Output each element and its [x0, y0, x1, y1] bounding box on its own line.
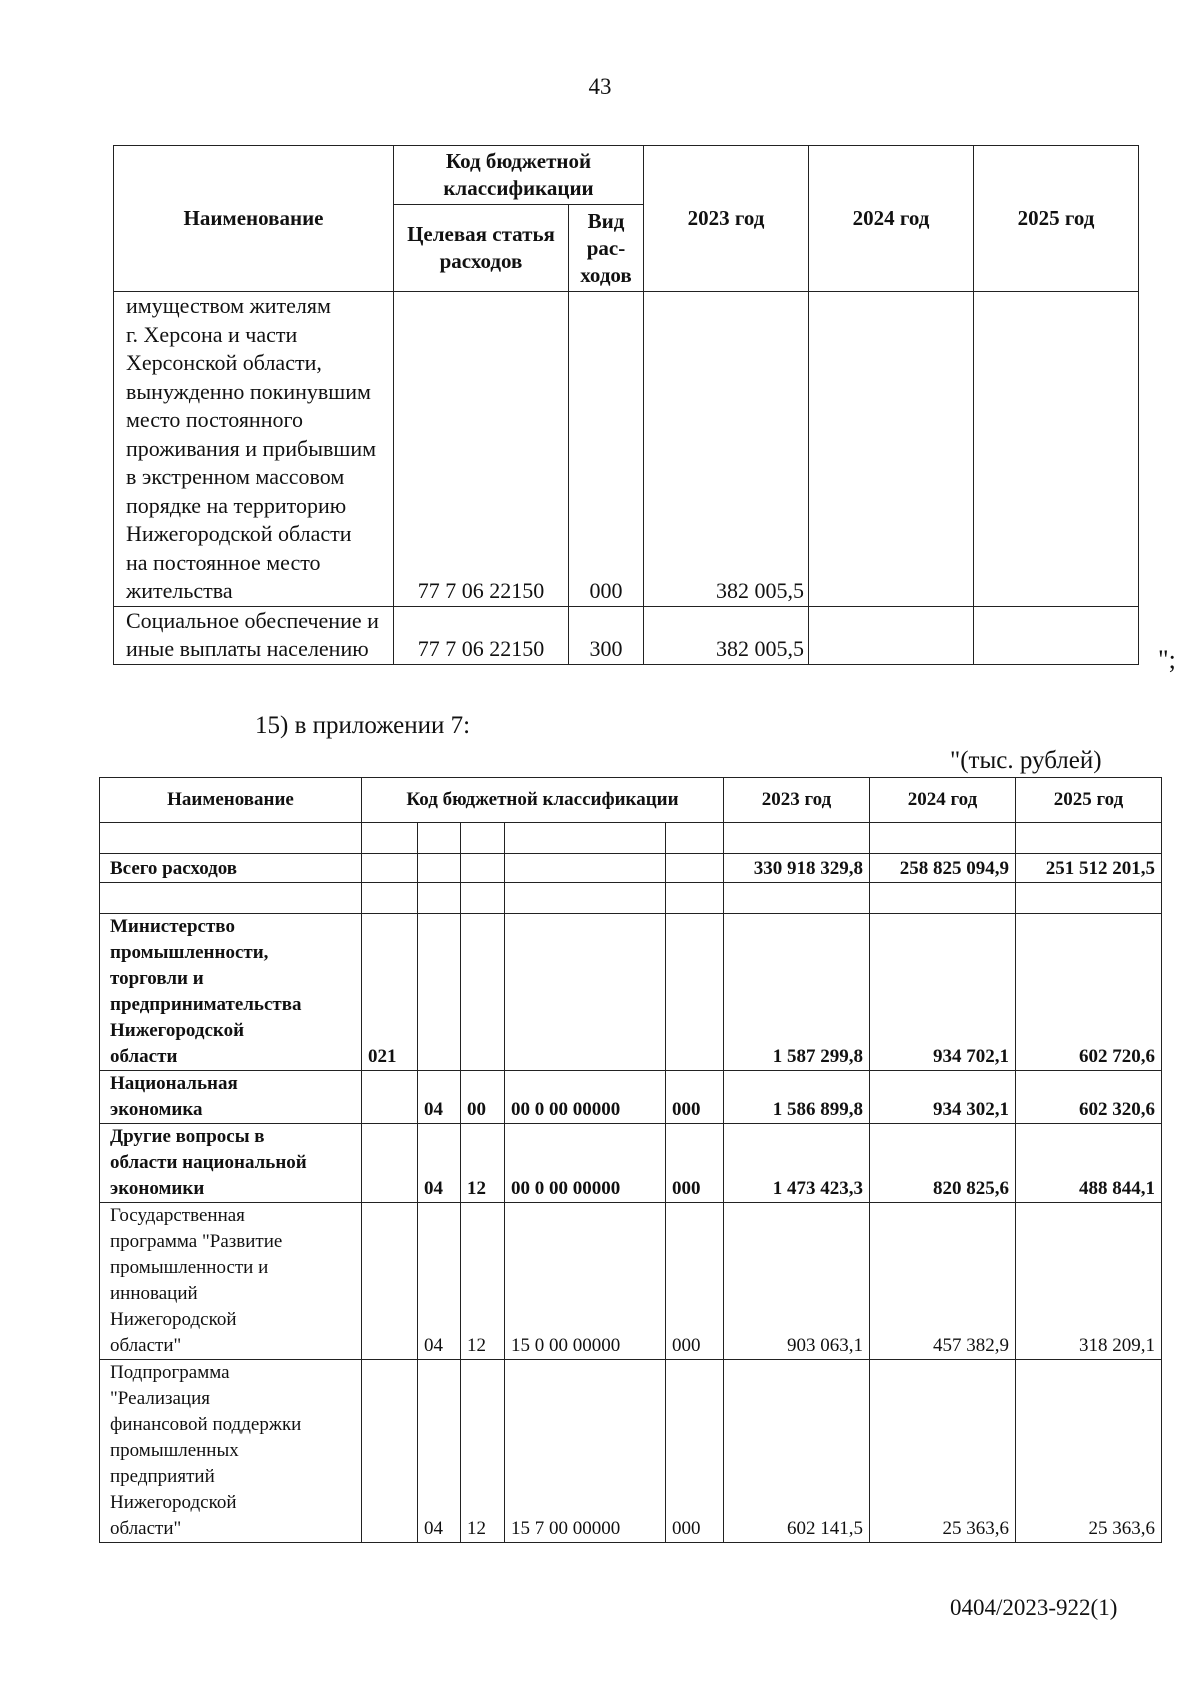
- row-pr: 12: [461, 1203, 505, 1360]
- row-pr: 12: [461, 1360, 505, 1543]
- row-pr: 12: [461, 1124, 505, 1203]
- row-2023: 1 473 423,3: [724, 1124, 870, 1203]
- row-2025: 25 363,6: [1016, 1360, 1162, 1543]
- row-2023: 1 587 299,8: [724, 914, 870, 1071]
- row-cs: 00 0 00 00000: [505, 1124, 666, 1203]
- row-vr: 000: [666, 1203, 724, 1360]
- row-2024: 25 363,6: [870, 1360, 1016, 1543]
- row-pr: [461, 854, 505, 883]
- row-ved: [362, 854, 418, 883]
- row-vr: [666, 854, 724, 883]
- row-ved: [362, 1071, 418, 1124]
- row-pr: 00: [461, 1071, 505, 1124]
- row-2024: 934 302,1: [870, 1071, 1016, 1124]
- row-rz: 04: [418, 1124, 461, 1203]
- row-2025: [974, 292, 1139, 607]
- spacer-row: [100, 823, 1162, 854]
- document-code: 0404/2023-922(1): [950, 1595, 1118, 1620]
- header-target-article: Целевая статья расходов: [394, 205, 569, 292]
- row-rz: 04: [418, 1203, 461, 1360]
- row-cs: 15 7 00 00000: [505, 1360, 666, 1543]
- header-name: Наименование: [114, 146, 394, 292]
- row-name: Министерство промышленности, торговли и предпринимательства Нижегородской области: [100, 914, 362, 1071]
- spacer-row: [100, 883, 1162, 914]
- row-2025: 602 720,6: [1016, 914, 1162, 1071]
- row-2025: 488 844,1: [1016, 1124, 1162, 1203]
- header-2023: 2023 год: [724, 778, 870, 823]
- row-target-article: 77 7 06 22150: [394, 292, 569, 607]
- table-row: [100, 1203, 1162, 1360]
- unit-label: "(тыс. рублей): [950, 747, 1102, 774]
- table-row: [114, 606, 1139, 664]
- row-name: Государственная программа "Развитие промышленности и инноваций Нижегородской области": [100, 1203, 362, 1360]
- row-name: Подпрограмма "Реализация финансовой поддержки промышленных предприятий Нижегородской области": [100, 1360, 362, 1543]
- row-name: имуществом жителям г. Херсона и части Херсонской области, вынужденно покинувшим место постоянного проживания и прибывшим в экстренном массовом порядке на территорию Нижегородской области на постоянное место жительства: [114, 292, 394, 607]
- header-expense-kind: Вид рас-ходов: [569, 205, 644, 292]
- appendix-7-table: [99, 777, 1162, 1543]
- row-vr: 000: [666, 1124, 724, 1203]
- row-2025: [974, 606, 1139, 664]
- row-2023: 1 586 899,8: [724, 1071, 870, 1124]
- row-2023: 382 005,5: [644, 606, 809, 664]
- row-expense-kind: 300: [569, 606, 644, 664]
- row-rz: 04: [418, 1360, 461, 1543]
- table-row: [100, 1360, 1162, 1543]
- row-ved: [362, 1360, 418, 1543]
- row-name: Другие вопросы в области национальной экономики: [100, 1124, 362, 1203]
- row-2024: [809, 292, 974, 607]
- row-rz: 04: [418, 1071, 461, 1124]
- row-2023: 330 918 329,8: [724, 854, 870, 883]
- row-2024: 258 825 094,9: [870, 854, 1016, 883]
- row-2024: 820 825,6: [870, 1124, 1016, 1203]
- row-pr: [461, 914, 505, 1071]
- page-number: 43: [588, 74, 612, 99]
- row-ved: [362, 1124, 418, 1203]
- row-vr: [666, 914, 724, 1071]
- budget-table-continuation: [113, 145, 1139, 665]
- header-code: Код бюджетной классификации: [362, 778, 724, 823]
- row-expense-kind: 000: [569, 292, 644, 607]
- section-label: 15) в приложении 7:: [255, 712, 471, 739]
- row-name: Всего расходов: [100, 854, 362, 883]
- row-rz: [418, 854, 461, 883]
- header-name: Наименование: [100, 778, 362, 823]
- row-2025: 602 320,6: [1016, 1071, 1162, 1124]
- table-row: [100, 914, 1162, 1071]
- row-name: Национальная экономика: [100, 1071, 362, 1124]
- header-2024: 2024 год: [809, 146, 974, 292]
- header-2025: 2025 год: [1016, 778, 1162, 823]
- row-name: Социальное обеспечение и иные выплаты населению: [114, 606, 394, 664]
- header-2024: 2024 год: [870, 778, 1016, 823]
- row-2025: 318 209,1: [1016, 1203, 1162, 1360]
- row-cs: 00 0 00 00000: [505, 1071, 666, 1124]
- row-ved: [362, 1203, 418, 1360]
- table-row: [114, 292, 1139, 607]
- row-2025: 251 512 201,5: [1016, 854, 1162, 883]
- closing-quote-mark: ";: [1158, 645, 1176, 674]
- header-2025: 2025 год: [974, 146, 1139, 292]
- row-2023: 382 005,5: [644, 292, 809, 607]
- table-row: [100, 854, 1162, 883]
- row-2023: 602 141,5: [724, 1360, 870, 1543]
- row-vr: 000: [666, 1360, 724, 1543]
- header-2023: 2023 год: [644, 146, 809, 292]
- row-vr: 000: [666, 1071, 724, 1124]
- row-2023: 903 063,1: [724, 1203, 870, 1360]
- table-row: [100, 1124, 1162, 1203]
- row-2024: 934 702,1: [870, 914, 1016, 1071]
- row-2024: 457 382,9: [870, 1203, 1016, 1360]
- row-target-article: 77 7 06 22150: [394, 606, 569, 664]
- table-row: [100, 1071, 1162, 1124]
- header-code-group: Код бюджетной классификации: [394, 146, 644, 205]
- row-cs: [505, 854, 666, 883]
- row-ved: 021: [362, 914, 418, 1071]
- row-cs: [505, 914, 666, 1071]
- row-rz: [418, 914, 461, 1071]
- row-cs: 15 0 00 00000: [505, 1203, 666, 1360]
- row-2024: [809, 606, 974, 664]
